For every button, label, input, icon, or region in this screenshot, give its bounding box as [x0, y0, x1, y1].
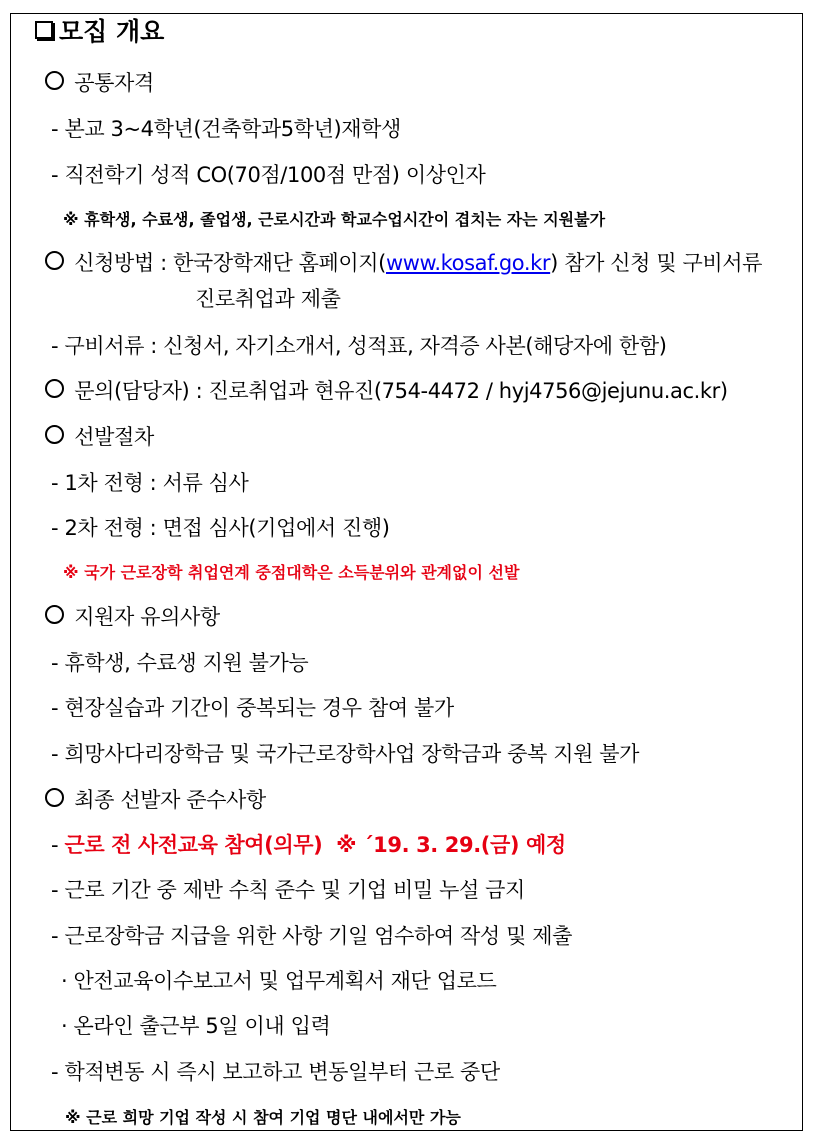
contact-text: 문의(담당자) : 진로취업과 현유진(754-4472 / hyj4756@jejunu.ac.kr): [74, 379, 728, 403]
section-heading-text: 최종 선발자 준수사항: [74, 788, 266, 812]
circle-bullet-icon: [45, 788, 64, 807]
list-item: - 직전학기 성적 CO(70점/100점 만점) 이상인자: [51, 163, 486, 187]
list-item: - 2차 전형 : 면접 심사(기업에서 진행): [51, 516, 390, 540]
section-heading-text: 선발절차: [74, 425, 154, 449]
list-item: - 근로 기간 중 제반 수칙 준수 및 기업 비밀 누설 금지: [51, 878, 525, 902]
kosaf-link[interactable]: www.kosaf.go.kr: [385, 251, 551, 275]
page-title: 모집 개요: [59, 17, 165, 46]
list-item: - 구비서류 : 신청서, 자기소개서, 성적표, 자격증 사본(해당자에 한함): [51, 334, 667, 358]
application-method-text: 신청방법 : 한국장학재단 홈페이지(: [74, 251, 386, 275]
section-heading-text: 공통자격: [74, 71, 154, 95]
circle-bullet-icon: [45, 379, 64, 398]
section-heading-application-method: [45, 249, 762, 277]
circle-bullet-icon: [45, 71, 64, 90]
section-heading-common-qualification: [45, 69, 154, 97]
section-heading-applicant-notes: [45, 603, 220, 631]
section-heading-final-requirements: [45, 786, 266, 814]
list-item: - 휴학생, 수료생 지원 불가능: [51, 651, 309, 675]
list-item-highlight: [51, 831, 566, 859]
application-method-continued: 진로취업과 제출: [195, 287, 341, 311]
list-item: - 학적변동 시 즉시 보고하고 변동일부터 근로 중단: [51, 1060, 500, 1084]
note-text: ※ 휴학생, 수료생, 졸업생, 근로시간과 학교수업시간이 겹치는 자는 지원불가: [63, 210, 606, 229]
list-dash: -: [51, 833, 65, 857]
list-item: - 근로장학금 지급을 위한 사항 기일 엄수하여 작성 및 제출: [51, 924, 573, 948]
list-item: - 희망사다리장학금 및 국가근로장학사업 장학금과 중복 지원 불가: [51, 742, 640, 766]
checkbox-square-icon: [35, 21, 53, 39]
overview-box: [10, 13, 803, 1131]
circle-bullet-icon: [45, 251, 64, 270]
sub-list-item: · 안전교육이수보고서 및 업무계획서 재단 업로드: [61, 969, 497, 993]
note-text: ※ 근로 희망 기업 작성 시 참여 기업 명단 내에서만 가능: [65, 1108, 461, 1127]
page-title-row: [35, 18, 164, 46]
circle-bullet-icon: [45, 605, 64, 624]
list-item: - 1차 전형 : 서류 심사: [51, 471, 249, 495]
mandatory-training-text: 근로 전 사전교육 참여(의무) ※ ´19. 3. 29.(금) 예정: [64, 833, 566, 857]
circle-bullet-icon: [45, 425, 64, 444]
list-item: - 본교 3~4학년(건축학과5학년)재학생: [51, 117, 401, 141]
section-heading-text: 지원자 유의사항: [74, 605, 220, 629]
section-heading-contact: [45, 377, 728, 405]
application-method-suffix: ) 참가 신청 및 구비서류: [550, 251, 763, 275]
section-heading-selection-procedure: [45, 423, 154, 451]
sub-list-item: · 온라인 출근부 5일 이내 입력: [61, 1014, 331, 1038]
note-text-red: ※ 국가 근로장학 취업연계 중점대학은 소득분위와 관계없이 선발: [63, 563, 520, 582]
list-item: - 현장실습과 기간이 중복되는 경우 참여 불가: [51, 696, 454, 720]
